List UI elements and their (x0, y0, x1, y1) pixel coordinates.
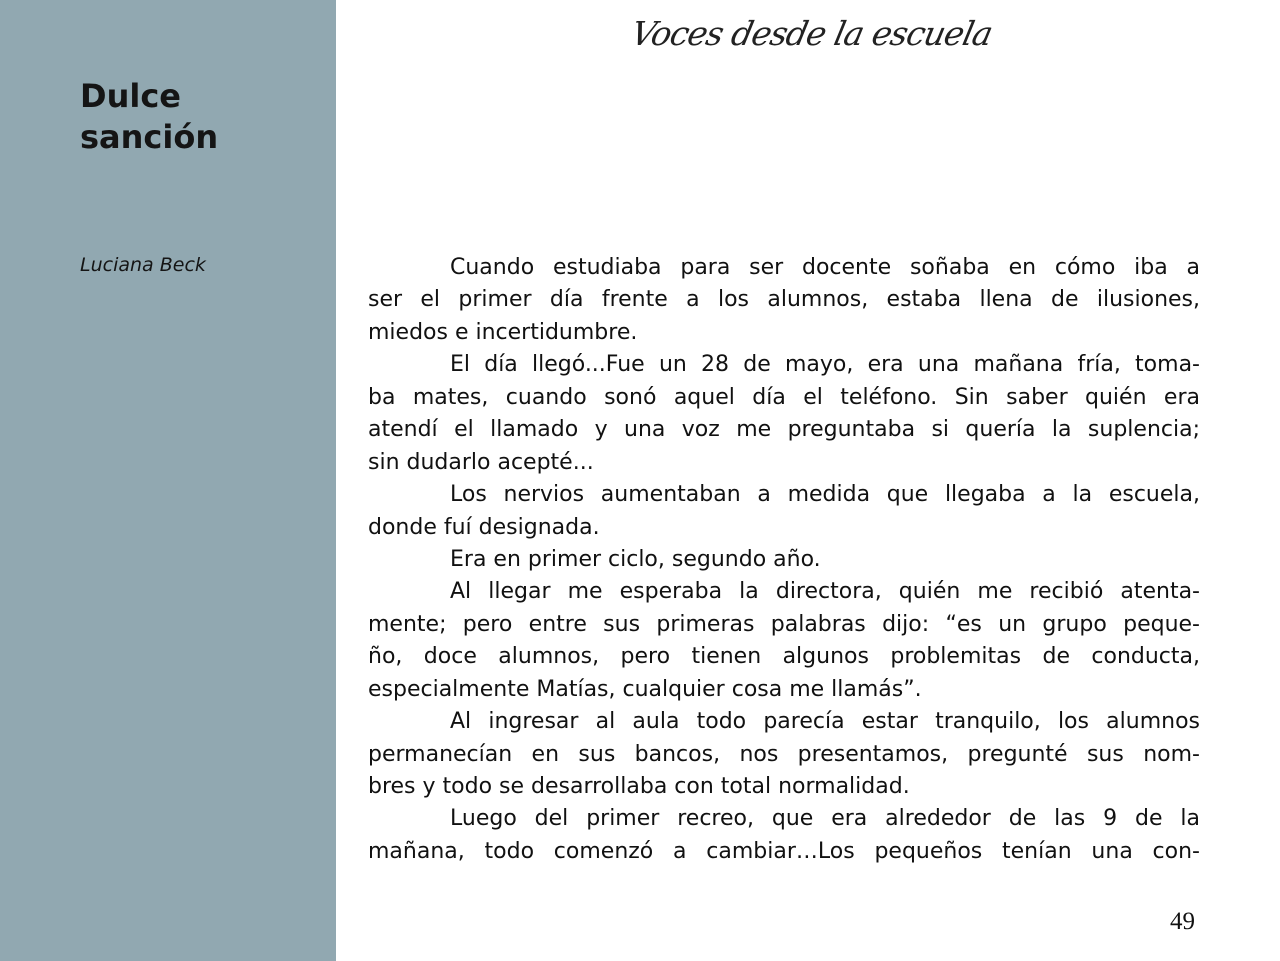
paragraph-line: El día llegó...Fue un 28 de mayo, era una mañana fría, toma- (450, 352, 1200, 378)
paragraph-line: mañana, todo comenzó a cambiar…Los pequeños tenían una con- (368, 838, 1200, 864)
author-name: Luciana Beck (80, 254, 206, 276)
paragraph-line: Los nervios aumentaban a medida que llegaba a la escuela, (450, 482, 1200, 508)
paragraph-line: Al ingresar al aula todo parecía estar tranquilo, los alumnos (450, 709, 1200, 735)
story-title (80, 76, 218, 158)
paragraph-line: bres y todo se desarrollaba con total normalidad. (368, 774, 910, 799)
running-header: Voces desde la escuela (627, 14, 996, 53)
page-number: 49 (1170, 908, 1195, 935)
title-line: Dulce (80, 77, 181, 115)
paragraph-line: ba mates, cuando sonó aquel día el teléfono. Sin saber quién era (368, 384, 1200, 410)
paragraph-line: Cuando estudiaba para ser docente soñaba en cómo iba a (450, 255, 1200, 280)
paragraph-line: permanecían en sus bancos, nos presentamos, pregunté sus nom- (368, 741, 1200, 767)
story-body (368, 252, 1200, 868)
paragraph-line: atendí el llamado y una voz me preguntaba si quería la suplencia; (368, 417, 1200, 443)
sidebar (0, 0, 336, 961)
title-line: sanción (80, 118, 219, 156)
paragraph-line: ño, doce alumnos, pero tienen algunos problemitas de conducta, (368, 644, 1200, 670)
paragraph-line: donde fuí designada. (368, 514, 600, 540)
paragraph-line: miedos e incertidumbre. (368, 319, 638, 345)
paragraph-line: mente; pero entre sus primeras palabras dijo: “es un grupo peque- (368, 611, 1200, 637)
paragraph-line: Luego del primer recreo, que era alrededor de las 9 de la (450, 806, 1200, 832)
paragraph-line: sin dudarlo acepté... (368, 449, 594, 475)
paragraph-line: ser el primer día frente a los alumnos, estaba llena de ilusiones, (368, 287, 1200, 313)
paragraph-line: Era en primer ciclo, segundo año. (450, 546, 821, 572)
paragraph-line: especialmente Matías, cualquier cosa me llamás”. (368, 676, 922, 702)
paragraph-line: Al llegar me esperaba la directora, quién me recibió atenta- (450, 579, 1200, 605)
